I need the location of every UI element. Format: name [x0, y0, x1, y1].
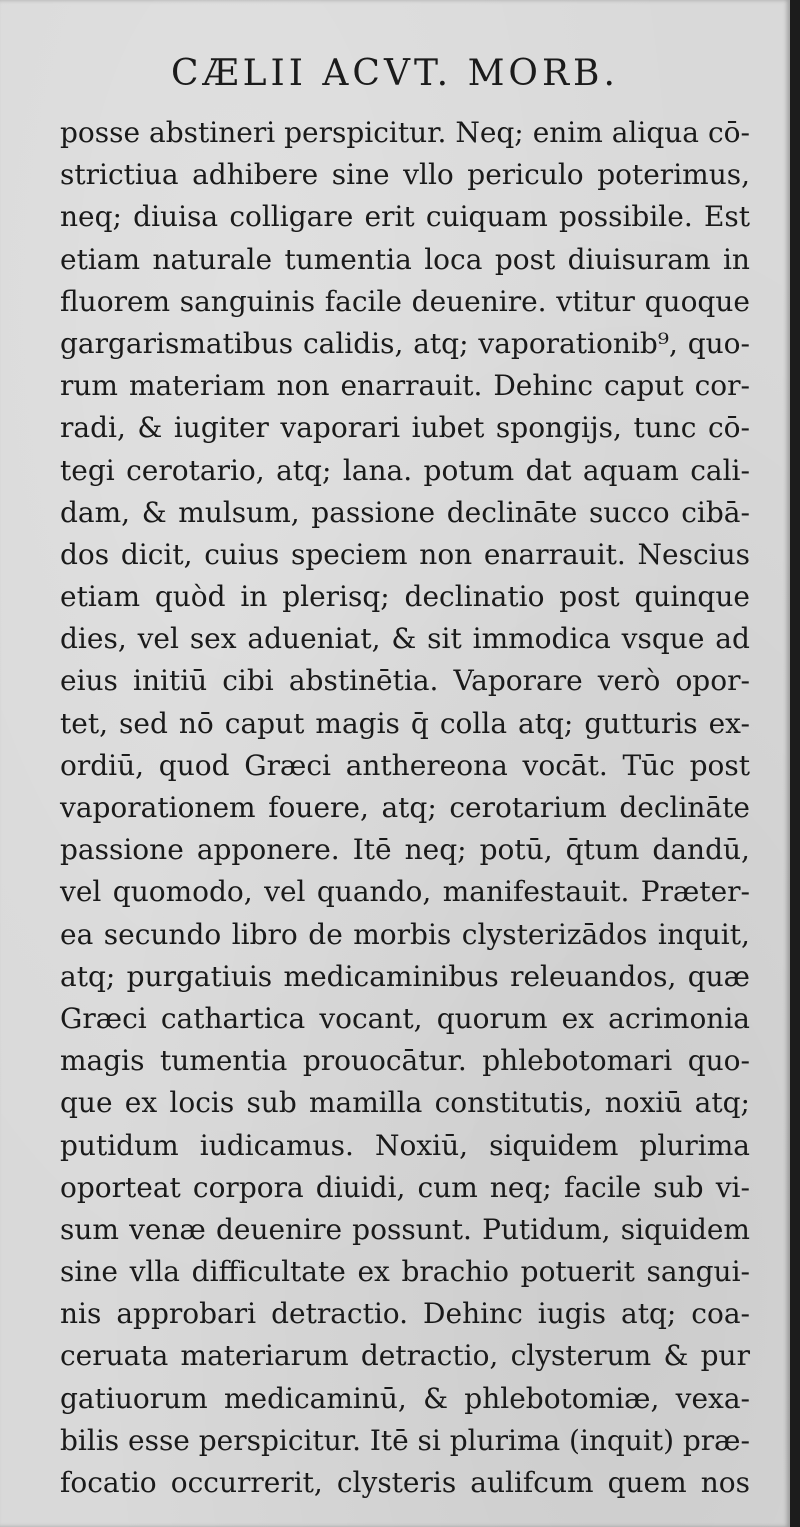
text-line: sine vlla difficultate ex brachio potuerit sangui-: [60, 1255, 750, 1289]
text-line: atq; purgatiuis medicaminibus releuandos, quæ: [60, 959, 750, 993]
text-line: tet, sed nō caput magis q̄ colla atq; gutturis ex-: [60, 706, 750, 740]
text-line: dam, & mulsum, passione declināte succo cibā-: [60, 495, 750, 529]
text-line: ea secundo libro de morbis clysterizādos inquit,: [60, 917, 750, 951]
text-line: dies, vel sex aduenіat, & sit immodica vsque ad: [60, 622, 750, 656]
text-line: sum venæ deuenire possunt. Putidum, siquidem: [60, 1212, 750, 1246]
text-line: oporteat corpora diuidi, cum neq; facile sub vi-: [60, 1170, 750, 1204]
text-line: putidum iudicamus. Noxiū, siquidem plurima: [60, 1128, 750, 1162]
text-line: radi, & iugiter vaporari iubet spongijs, tunc cō-: [60, 411, 750, 445]
text-line: Græci cathartica vocant, quorum ex acrimonia: [60, 1001, 750, 1035]
text-line: etiam naturale tumentia loca post diuisuram in: [60, 242, 750, 276]
text-line: passione apponere. Itē neq; potū, q̄tum dandū,: [60, 833, 750, 867]
body-text-block: [60, 112, 750, 1504]
text-line: magis tumentia prouocātur. phlebotomari quo-: [60, 1044, 750, 1078]
text-line: gatiuorum medicaminū, & phlebotomiæ, vexa-: [60, 1381, 750, 1415]
text-line: fluorem sanguinis facile deuenire. vtitur quoque: [60, 284, 750, 318]
text-line: focatio occurrerit, clysteris aulifcum quem nos: [60, 1466, 750, 1499]
text-line: ordiū, quod Græci anthereona vocāt. Tūc post: [60, 748, 750, 782]
text-line: posse abstineri perspicitur. Neq; enim aliqua cō-: [60, 116, 750, 149]
text-line: gargarismatibus calidis, atq; vaporationib⁹, quo-: [60, 326, 750, 360]
text-line: etiam quòd in plerisq; declinatio post quinque: [60, 580, 750, 614]
text-line: bilis esse perspicitur. Itē si plurima (inquit) præ-: [60, 1423, 750, 1457]
text-line: tegi cerotario, atq; lana. potum dat aquam cali-: [60, 453, 750, 487]
running-title: CÆLII ACVT. MORB.: [171, 53, 619, 94]
text-line: vaporationem fouere, atq; cerotarium declināte: [60, 791, 750, 824]
text-line: neq; diuisa colligare erit cuiquam possibile. Est: [60, 200, 750, 234]
text-line: nis approbari detractio. Dehinc iugis atq; coa-: [60, 1297, 750, 1331]
text-line: strictiua adhibere sine vllo periculo poterimus,: [60, 158, 750, 192]
text-line: vel quomodo, vel quando, manifestauit. Præter-: [60, 875, 750, 909]
page-edge-shadow: [790, 0, 800, 1527]
text-line: rum materiam non enarrauit. Dehinc caput cor-: [60, 369, 750, 403]
text-line: dos dicit, cuius speciem non enarrauit. Nescius: [60, 537, 750, 571]
text-line: ceruata materiarum detractio, clysterum & pur: [60, 1339, 750, 1373]
text-line: eius initiū cibi abstinētia. Vaporare verò opor-: [60, 664, 750, 698]
text-line: que ex locis sub mamilla constitutis, noxiū atq;: [60, 1086, 750, 1120]
